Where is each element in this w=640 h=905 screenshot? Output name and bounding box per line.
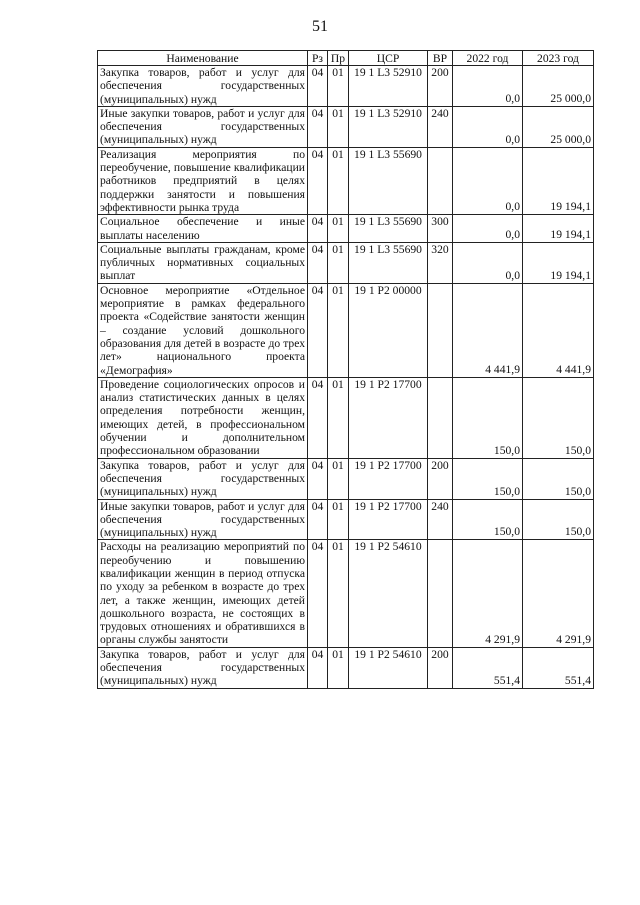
row-amount-2023: 25 000,0 (523, 66, 594, 107)
row-rz: 04 (308, 540, 328, 647)
header-pr: Пр (328, 51, 349, 66)
row-vr: 200 (428, 458, 453, 499)
header-2022: 2022 год (453, 51, 523, 66)
row-pr: 01 (328, 147, 349, 214)
row-pr: 01 (328, 106, 349, 147)
row-name: Основное мероприятие «Отдельное мероприятие в рамках федерального проекта «Содействие занятости женщин – создание условий дошкольного образования для детей в возрасте до трех лет» национального проекта «Демография» (98, 283, 308, 377)
row-name: Социальные выплаты гражданам, кроме публичных нормативных социальных выплат (98, 242, 308, 283)
row-csr: 19 1 P2 17700 (349, 377, 428, 458)
row-vr: 300 (428, 215, 453, 243)
row-amount-2023: 19 194,1 (523, 147, 594, 214)
row-csr: 19 1 L3 52910 (349, 66, 428, 107)
row-name: Закупка товаров, работ и услуг для обеспечения государственных (муниципальных) нужд (98, 458, 308, 499)
row-csr: 19 1 P2 17700 (349, 458, 428, 499)
table-row (98, 106, 594, 147)
row-amount-2023: 150,0 (523, 458, 594, 499)
table-row (98, 647, 594, 688)
row-rz: 04 (308, 458, 328, 499)
table-row (98, 540, 594, 647)
header-vr: ВР (428, 51, 453, 66)
row-csr: 19 1 L3 55690 (349, 242, 428, 283)
table-row (98, 283, 594, 377)
row-pr: 01 (328, 377, 349, 458)
row-amount-2022: 4 441,9 (453, 283, 523, 377)
row-amount-2022: 0,0 (453, 215, 523, 243)
row-amount-2023: 4 291,9 (523, 540, 594, 647)
row-rz: 04 (308, 377, 328, 458)
row-pr: 01 (328, 458, 349, 499)
header-rz: Рз (308, 51, 328, 66)
row-amount-2022: 551,4 (453, 647, 523, 688)
row-vr (428, 283, 453, 377)
table-row (98, 242, 594, 283)
row-vr: 240 (428, 106, 453, 147)
row-amount-2022: 150,0 (453, 458, 523, 499)
row-amount-2022: 4 291,9 (453, 540, 523, 647)
row-amount-2022: 150,0 (453, 499, 523, 540)
row-vr: 200 (428, 66, 453, 107)
row-vr: 200 (428, 647, 453, 688)
row-rz: 04 (308, 147, 328, 214)
row-rz: 04 (308, 106, 328, 147)
row-amount-2022: 0,0 (453, 147, 523, 214)
row-amount-2022: 0,0 (453, 66, 523, 107)
row-pr: 01 (328, 499, 349, 540)
row-rz: 04 (308, 242, 328, 283)
row-amount-2023: 150,0 (523, 499, 594, 540)
row-pr: 01 (328, 647, 349, 688)
row-name: Расходы на реализацию мероприятий по переобучению и повышению квалификации женщин в период отпуска по уходу за ребенком в возрасте до трех лет, а также женщин, имеющих детей дошкольного возраста, не состоящих в трудовых отношениях и обратившихся в органы службы занятости (98, 540, 308, 647)
row-amount-2023: 19 194,1 (523, 242, 594, 283)
table-header-row (98, 51, 594, 66)
row-amount-2023: 19 194,1 (523, 215, 594, 243)
row-amount-2023: 4 441,9 (523, 283, 594, 377)
row-csr: 19 1 L3 52910 (349, 106, 428, 147)
row-pr: 01 (328, 215, 349, 243)
row-amount-2022: 0,0 (453, 106, 523, 147)
row-rz: 04 (308, 66, 328, 107)
table-row (98, 499, 594, 540)
row-rz: 04 (308, 499, 328, 540)
row-pr: 01 (328, 66, 349, 107)
row-name: Проведение социологических опросов и анализ статистических данных в целях определения потребности женщин, имеющих детей, в профессиональном обучении и дополнительном профессиональном образовании (98, 377, 308, 458)
row-amount-2023: 25 000,0 (523, 106, 594, 147)
row-rz: 04 (308, 647, 328, 688)
row-csr: 19 1 P2 54610 (349, 647, 428, 688)
table-row (98, 147, 594, 214)
row-csr: 19 1 P2 00000 (349, 283, 428, 377)
row-name: Иные закупки товаров, работ и услуг для обеспечения государственных (муниципальных) нужд (98, 106, 308, 147)
row-vr (428, 540, 453, 647)
row-csr: 19 1 L3 55690 (349, 215, 428, 243)
budget-table (97, 50, 594, 689)
row-csr: 19 1 P2 17700 (349, 499, 428, 540)
row-amount-2023: 551,4 (523, 647, 594, 688)
page-number: 51 (312, 18, 328, 35)
table-row (98, 458, 594, 499)
header-csr: ЦСР (349, 51, 428, 66)
row-amount-2022: 150,0 (453, 377, 523, 458)
header-2023: 2023 год (523, 51, 594, 66)
row-name: Закупка товаров, работ и услуг для обеспечения государственных (муниципальных) нужд (98, 647, 308, 688)
row-pr: 01 (328, 242, 349, 283)
row-vr: 320 (428, 242, 453, 283)
row-pr: 01 (328, 540, 349, 647)
row-name: Иные закупки товаров, работ и услуг для обеспечения государственных (муниципальных) нужд (98, 499, 308, 540)
row-amount-2023: 150,0 (523, 377, 594, 458)
header-name: Наименование (98, 51, 308, 66)
row-name: Социальное обеспечение и иные выплаты населению (98, 215, 308, 243)
row-rz: 04 (308, 215, 328, 243)
row-vr (428, 377, 453, 458)
table-row (98, 215, 594, 243)
row-csr: 19 1 P2 54610 (349, 540, 428, 647)
table-row (98, 377, 594, 458)
row-name: Закупка товаров, работ и услуг для обеспечения государственных (муниципальных) нужд (98, 66, 308, 107)
row-pr: 01 (328, 283, 349, 377)
row-vr: 240 (428, 499, 453, 540)
row-name: Реализация мероприятия по переобучение, повышение квалификации работников предприятий в целях поддержки занятости и повышения эффективности рынка труда (98, 147, 308, 214)
row-csr: 19 1 L3 55690 (349, 147, 428, 214)
row-vr (428, 147, 453, 214)
row-amount-2022: 0,0 (453, 242, 523, 283)
table-row (98, 66, 594, 107)
row-rz: 04 (308, 283, 328, 377)
